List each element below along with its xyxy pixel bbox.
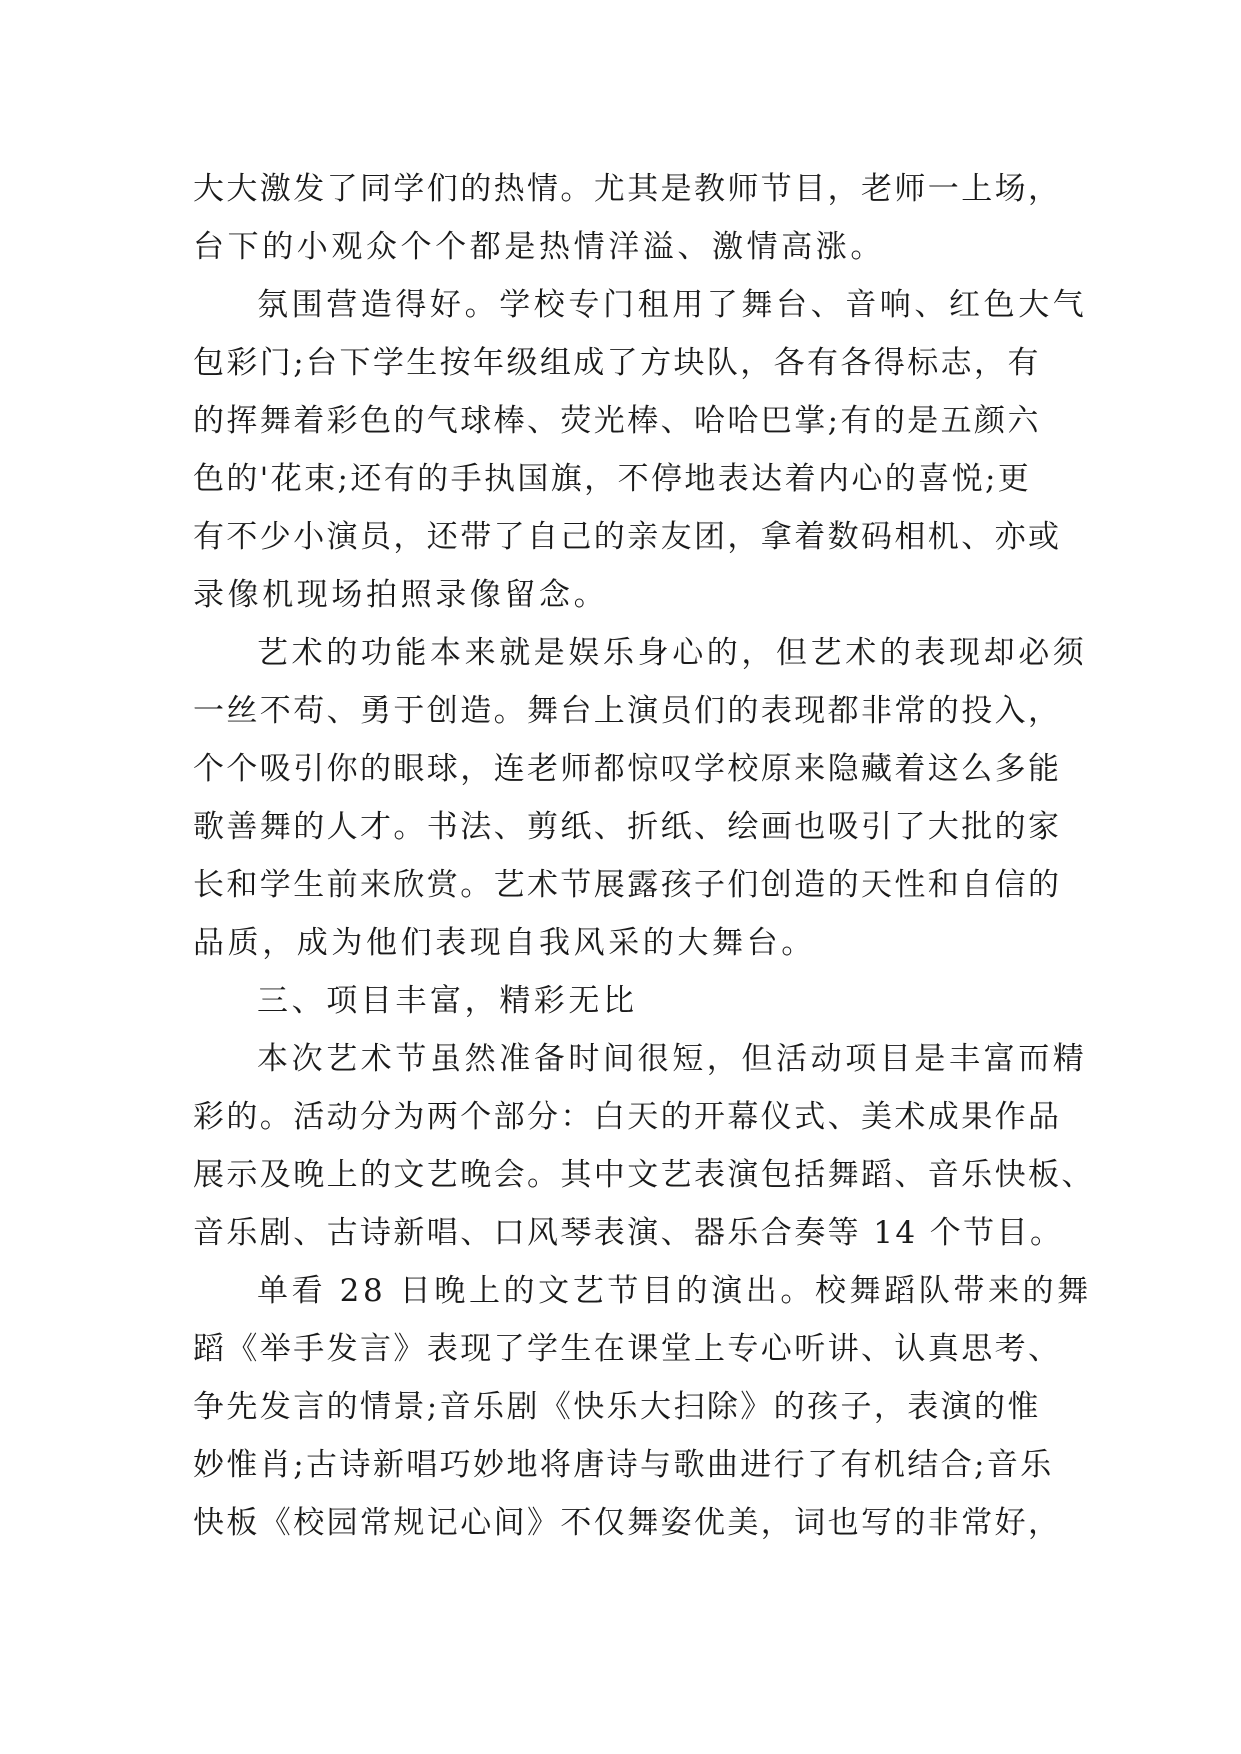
section-heading: 三、项目丰富，精彩无比 <box>257 983 638 1019</box>
text-line: 录像机现场拍照录像留念。 <box>193 577 609 613</box>
text-line: 妙惟肖;古诗新唱巧妙地将唐诗与歌曲进行了有机结合;音乐 <box>193 1447 1054 1483</box>
text-line: 快板《校园常规记心间》不仅舞姿优美，词也写的非常好， <box>193 1505 1062 1541</box>
text-line: 的挥舞着彩色的气球棒、荧光棒、哈哈巴掌;有的是五颜六 <box>193 403 1041 439</box>
text-line: 长和学生前来欣赏。艺术节展露孩子们创造的天性和自信的 <box>193 867 1062 903</box>
text-line: 品质，成为他们表现自我风采的大舞台。 <box>193 925 816 961</box>
text-line: 歌善舞的人才。书法、剪纸、折纸、绘画也吸引了大批的家 <box>193 809 1062 845</box>
text-line: 有不少小演员，还带了自己的亲友团，拿着数码相机、亦或 <box>193 519 1062 555</box>
paragraph-start-line: 艺术的功能本来就是娱乐身心的，但艺术的表现却必须 <box>257 635 1088 671</box>
document-body <box>193 160 1095 1552</box>
text-line: 蹈《举手发言》表现了学生在课堂上专心听讲、认真思考、 <box>193 1331 1062 1367</box>
text-line: 音乐剧、古诗新唱、口风琴表演、器乐合奏等 14 个节目。 <box>193 1215 1064 1251</box>
text-line: 个个吸引你的眼球，连老师都惊叹学校原来隐藏着这么多能 <box>193 751 1062 787</box>
paragraph-start-line: 本次艺术节虽然准备时间很短，但活动项目是丰富而精 <box>257 1041 1088 1077</box>
paragraph-start-line: 氛围营造得好。学校专门租用了舞台、音响、红色大气 <box>257 287 1088 323</box>
text-line: 争先发言的情景;音乐剧《快乐大扫除》的孩子，表演的惟 <box>193 1389 1041 1425</box>
text-line: 台下的小观众个个都是热情洋溢、激情高涨。 <box>193 229 885 265</box>
text-line: 大大激发了同学们的热情。尤其是教师节目，老师一上场， <box>193 171 1062 207</box>
text-line: 展示及晚上的文艺晚会。其中文艺表演包括舞蹈、音乐快板、 <box>193 1157 1095 1193</box>
text-line: 一丝不苟、勇于创造。舞台上演员们的表现都非常的投入， <box>193 693 1062 729</box>
text-line: 包彩门;台下学生按年级组成了方块队，各有各得标志，有 <box>193 345 1041 381</box>
paragraph-start-line: 单看 28 日晚上的文艺节目的演出。校舞蹈队带来的舞 <box>257 1273 1092 1309</box>
text-line: 色的'花束;还有的手执国旗，不停地表达着内心的喜悦;更 <box>193 461 1032 497</box>
text-line: 彩的。活动分为两个部分：白天的开幕仪式、美术成果作品 <box>193 1099 1062 1135</box>
